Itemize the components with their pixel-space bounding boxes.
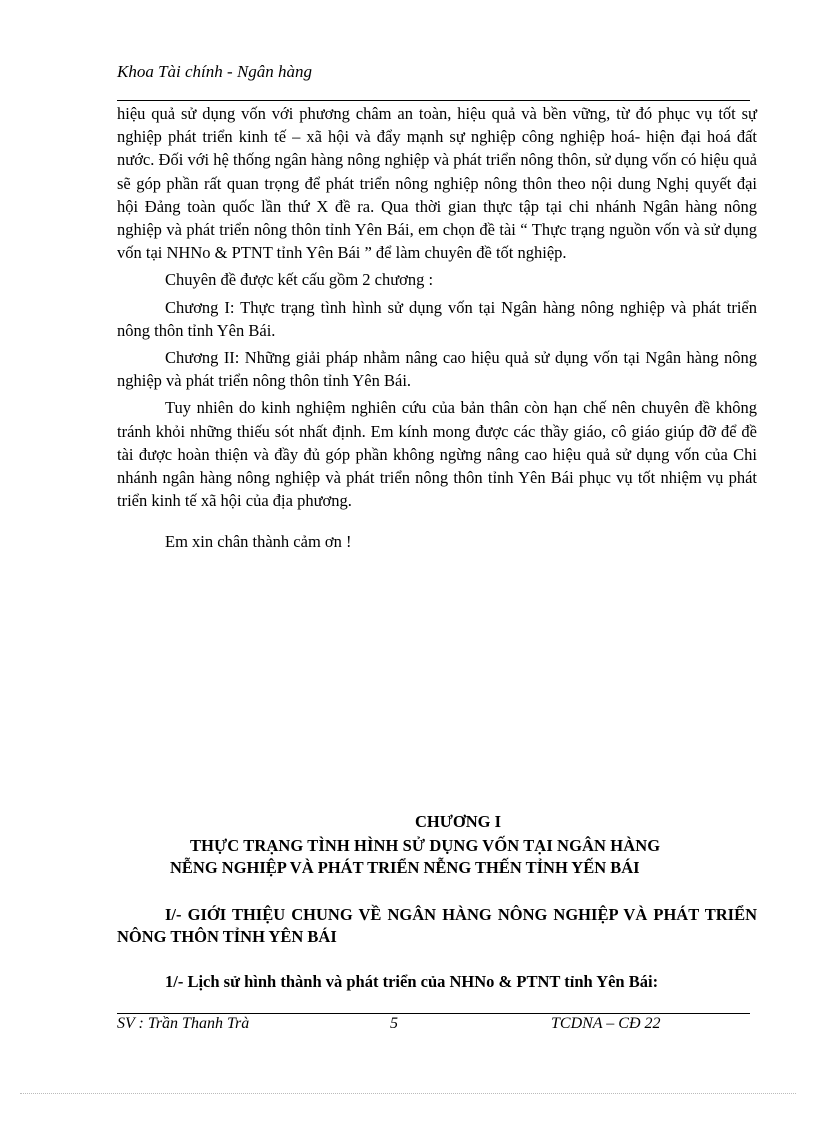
footer-class-code: TCDNA – CĐ 22 — [551, 1015, 661, 1032]
footer-page-number: 5 — [390, 1015, 398, 1032]
paragraph-structure: Chuyên đề được kết cấu gồm 2 chương : — [165, 270, 434, 290]
paragraph-chapter-2: Chương II: Những giải pháp nhằm nâng cao hiệu quả sử dụng vốn tại Ngân hàng nông nghiệp và phát triển nông thôn tỉnh Yên Bái. — [117, 348, 757, 391]
section-heading: I/- GIỚI THIỆU CHUNG VỀ NGÂN HÀNG NÔNG NGHIỆP VÀ PHÁT TRIỂN NÔNG THÔN TỈNH YÊN BÁI — [117, 905, 757, 946]
page-boundary-divider — [20, 1093, 796, 1094]
paragraph-acknowledgement: Tuy nhiên do kinh nghiệm nghiên cứu của bản thân còn hạn chế nên chuyên đề không tránh khỏi những thiếu sót nhất định. Em kính mong được các thầy giáo, cô giáo giúp đỡ để đề tài được hoàn thiện và đầy đủ góp phần không ngừng nâng cao hiệu quả sử dụng vốn của Chi nhánh ngân hàng nông nghiệp và phát triển nông thôn tỉnh Yên Bái phục vụ tốt nhiệm vụ phát triển kinh tế xã hội của địa phương. — [117, 398, 757, 511]
chapter-title-line-2: NỄNG NGHIỆP VÀ PHÁT TRIỂN NỄNG THẾN TỈNH YẾN BÁI — [170, 858, 640, 877]
footer-rule — [117, 1013, 750, 1014]
paragraph-thanks: Em xin chân thành cảm ơn ! — [165, 532, 352, 552]
header-rule — [117, 100, 750, 101]
footer-student: SV : Trần Thanh Trà — [117, 1015, 250, 1032]
paragraph-intro: hiệu quả sử dụng vốn với phương châm an toàn, hiệu quả và bền vững, từ đó phục vụ tốt sự nghiệp phát triển kinh tế – xã hội và đẩy mạnh sự nghiệp công nghiệp hoá- hiện đại hoá đất nước. Đối với hệ thống ngân hàng nông nghiệp và phát triển nông thôn, sử dụng vốn có hiệu quả sẽ góp phần rất quan trọng để phát triển nông nghiệp nông thôn theo nội dung Nghị quyết đại hội Đảng toàn quốc lần thứ X đề ra. Qua thời gian thực tập tại chi nhánh Ngân hàng nông nghiệp và phát triển nông thôn tỉnh Yên Bái, em chọn đề tài “ Thực trạng nguồn vốn và sử dụng vốn tại NHNo & PTNT tỉnh Yên Bái ” để làm chuyên đề tốt nghiệp. — [117, 104, 757, 263]
subsection-heading: 1/- Lịch sử hình thành và phát triển của NHNo & PTNT tỉnh Yên Bái: — [165, 972, 659, 991]
paragraph-chapter-1: Chương I: Thực trạng tình hình sử dụng vốn tại Ngân hàng nông nghiệp và phát triển nông thôn tỉnh Yên Bái. — [117, 297, 757, 340]
page-header: Khoa Tài chính - Ngân hàng — [117, 62, 313, 81]
body-text — [117, 102, 757, 554]
chapter-label: CHƯƠNG I — [415, 812, 502, 831]
chapter-title-line-1: THỰC TRẠNG TÌNH HÌNH SỬ DỤNG VỐN TẠI NGÂN HÀNG — [190, 836, 661, 855]
